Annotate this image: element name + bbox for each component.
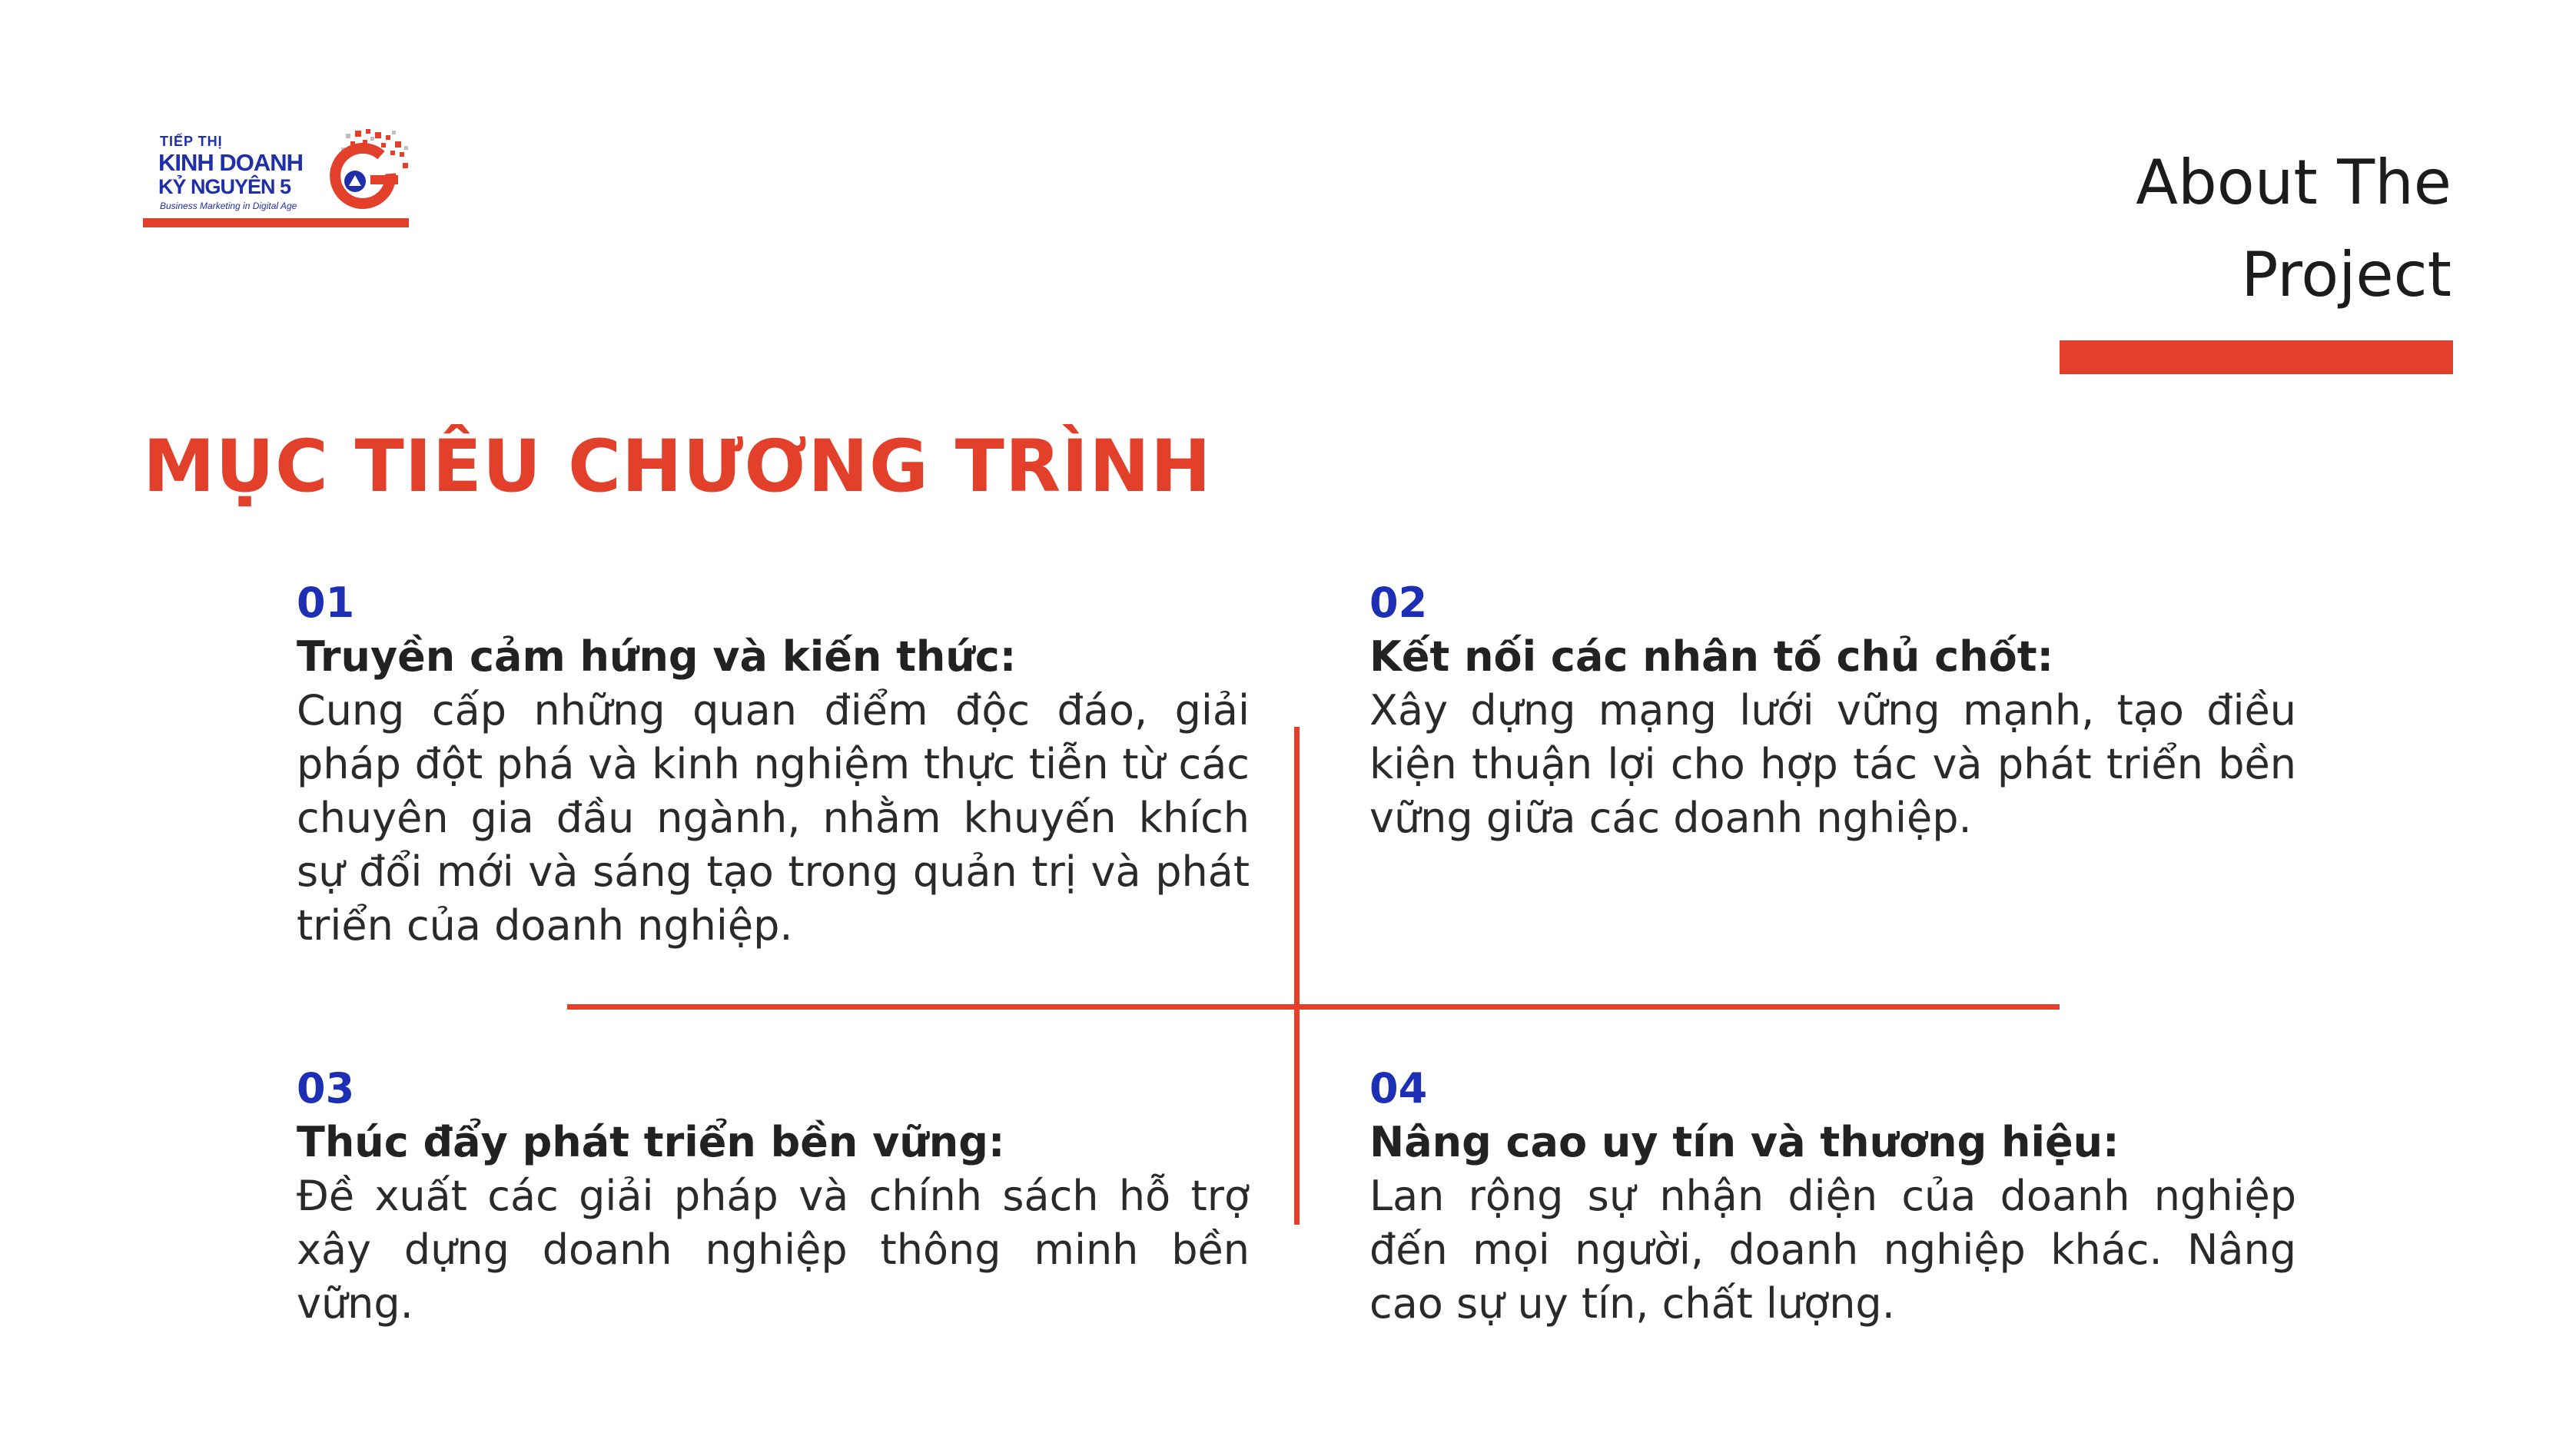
objective-item-02 — [1369, 576, 2296, 845]
about-the-project-title — [1914, 137, 2452, 321]
page-title: MỤC TIÊU CHƯƠNG TRÌNH — [143, 425, 1212, 509]
objective-number: 02 — [1369, 579, 1428, 627]
objective-description: Lan rộng sự nhận diện của doanh nghiệp đến mọi người, doanh nghiệp khác. Nâng cao sự uy tín, chất lượng. — [1369, 1172, 2296, 1328]
logo-underline — [143, 218, 409, 227]
brand-logo — [143, 121, 412, 230]
objective-item-04 — [1369, 1062, 2296, 1331]
objective-number: 01 — [297, 579, 355, 627]
about-title-line-2: Project — [2241, 239, 2452, 310]
objective-number: 04 — [1369, 1064, 1428, 1113]
objective-description: Cung cấp những quan điểm độc đáo, giải pháp đột phá và kinh nghiệm thực tiễn từ các chuyên gia đầu ngành, nhằm khuyến khích sự đổi mới và sáng tạo trong quản trị và phát triển của doanh nghiệp. — [297, 686, 1250, 950]
logo-tagline: Business Marketing in Digital Age — [160, 201, 297, 211]
objective-title: Thúc đẩy phát triển bền vững: — [297, 1118, 1005, 1166]
objective-description: Đề xuất các giải pháp và chính sách hỗ trợ xây dựng doanh nghiệp thông minh bền vững. — [297, 1172, 1250, 1328]
logo-line-3: KỶ NGUYÊN 5 — [158, 175, 291, 198]
logo-line-1: TIẾP THỊ — [160, 134, 223, 149]
about-title-line-1: About The — [2136, 147, 2452, 218]
objective-title: Nâng cao uy tín và thương hiệu: — [1369, 1118, 2120, 1166]
logo-line-2: KINH DOANH — [158, 149, 304, 176]
5g-pixel-logo-icon — [320, 128, 410, 212]
objective-number: 03 — [297, 1064, 355, 1113]
objective-item-03 — [297, 1062, 1250, 1331]
vertical-divider — [1294, 727, 1300, 1225]
objective-title: Truyền cảm hứng và kiến thức: — [297, 632, 1017, 681]
objective-title: Kết nối các nhân tố chủ chốt: — [1369, 632, 2054, 681]
horizontal-divider — [567, 1004, 2060, 1010]
about-title-accent-bar — [2060, 340, 2453, 374]
objective-description: Xây dựng mạng lưới vững mạnh, tạo điều kiện thuận lợi cho hợp tác và phát triển bền vững giữa các doanh nghiệp. — [1369, 686, 2296, 842]
objective-item-01 — [297, 576, 1250, 953]
